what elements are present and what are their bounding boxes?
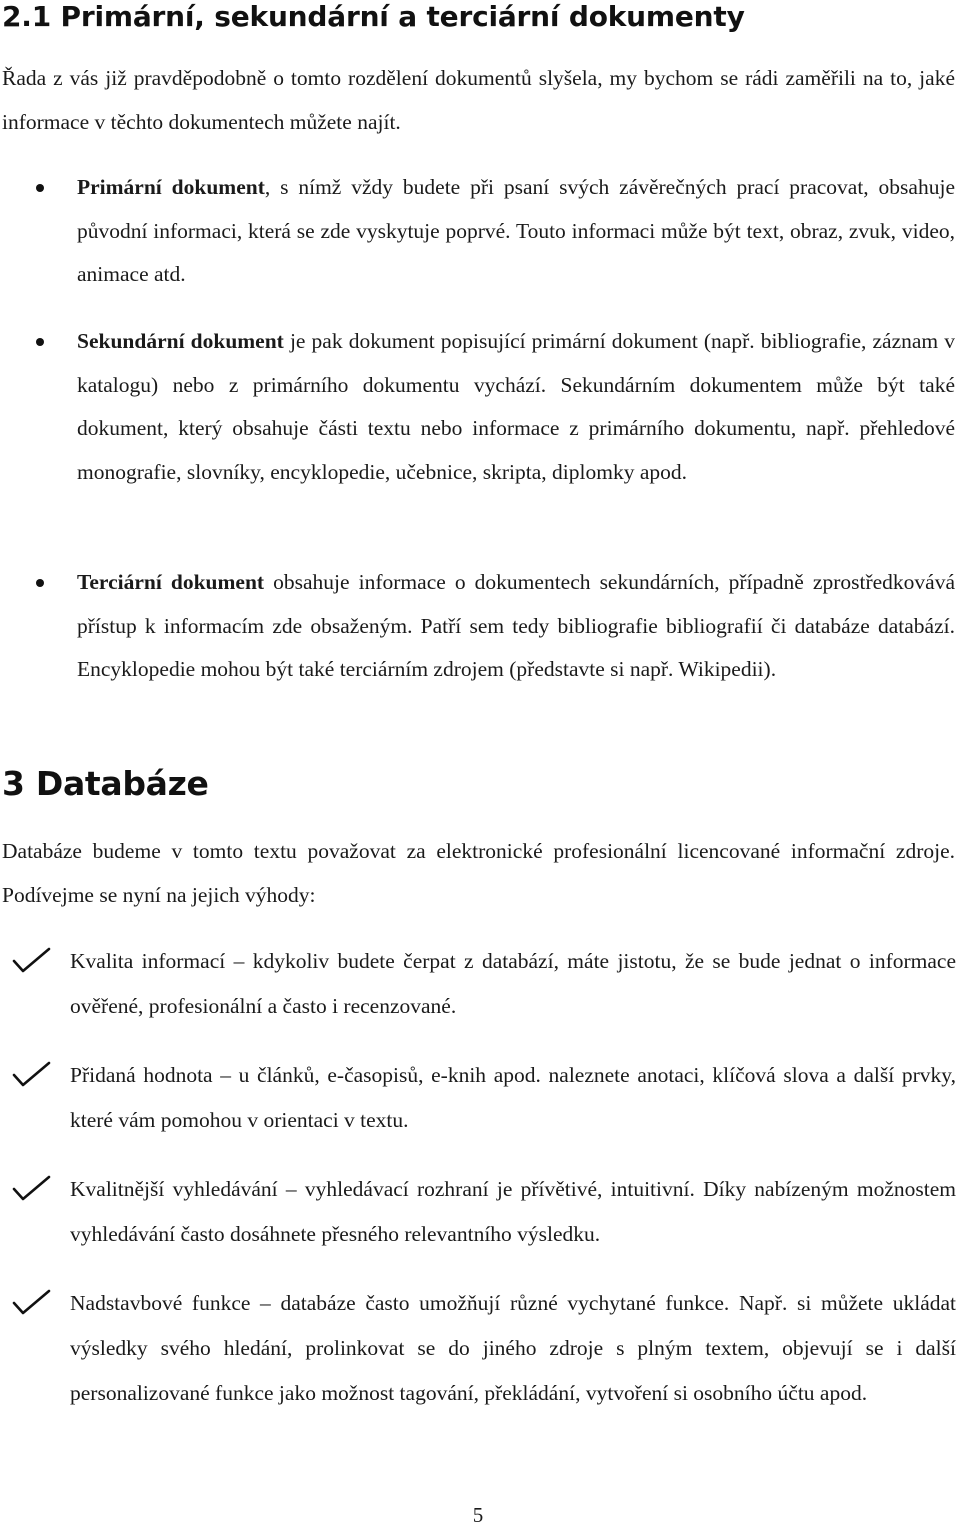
- bullet-term: Sekundární dokument: [77, 329, 284, 353]
- check-text: [70, 1281, 956, 1416]
- bullet-term: Terciární dokument: [77, 570, 265, 594]
- checkmark-icon: [12, 1061, 52, 1087]
- check-first-line: Kvalita informací – kdykoliv budete čerpat z databází, máte jistotu, že se bude jednat: [70, 949, 842, 973]
- check-text: [70, 939, 956, 1029]
- bullet-dot-icon: [36, 338, 44, 346]
- check-first-line: Kvalitnější vyhledávání – vyhledávací rozhraní je přívětivé, intuitivní. Díky nabízeným: [70, 1177, 849, 1201]
- check-rest: a další prvky, které vám pomohou v orientaci v textu.: [70, 1063, 956, 1132]
- check-rest: o informace ověřené, profesionální a často i recenzované.: [70, 949, 957, 1018]
- check-text: [70, 1053, 956, 1143]
- bullet-body: je pak dokument popisující primární dokument (např. bibliografie, záznam v katalogu) nebo z primárního dokumentu vychází. Sekundárním dokumentem může být také dokument, který obsahuje části textu nebo informace z primárního dokumentu, např. přehledové monografie, slovníky, encyklopedie, učebnice, skripta, diplomky apod.: [77, 329, 955, 484]
- check-rest: možnostem vyhledávání často dosáhnete přesného relevantního výsledku.: [70, 1177, 957, 1246]
- intro-paragraph: Řada z vás již pravděpodobně o tomto rozdělení dokumentů slyšela, my bychom se rádi zaměřili na to, jaké informace v těchto dokumentech můžete najít.: [2, 66, 955, 134]
- bullet-body: , s nímž vždy budete při psaní svých závěrečných prací pracovat, obsahuje původní informaci, která se zde vyskytuje poprvé. Touto informaci může být text, obraz, zvuk, video, animace atd.: [77, 175, 955, 286]
- checkmark-icon: [12, 1175, 52, 1201]
- bullet-text: [77, 320, 955, 494]
- checkmark-icon: [12, 947, 52, 973]
- bullet-term: Primární dokument: [77, 175, 265, 199]
- bullet-dot-icon: [36, 579, 44, 587]
- bullet-text: [77, 561, 955, 692]
- check-first-line: Nadstavbové funkce – databáze často umožňují různé vychytané funkce. Např. si: [70, 1291, 812, 1315]
- check-text: [70, 1167, 956, 1257]
- bullet-text: [77, 166, 955, 297]
- checkmark-icon: [12, 1289, 52, 1315]
- section-heading-3: 3 Databáze: [2, 764, 209, 803]
- check-rest: můžete ukládat výsledky svého hledání, prolinkovat se do jiného zdroje s plným textem, objevují se i další personalizované funkce jako možnost tagování, překládání, vytvoření si osobního účtu apod.: [70, 1291, 957, 1405]
- databases-intro-paragraph: Databáze budeme v tomto textu považovat za elektronické profesionální licencované informační zdroje. Podívejme se nyní na jejich výhody:: [2, 839, 955, 907]
- bullet-body: obsahuje informace o dokumentech sekundárních, případně zprostředkovává přístup k informacím zde obsaženým. Patří sem tedy bibliografie bibliografií či databáze databází. Encyklopedie mohou být také terciárním zdrojem (představte si např. Wikipedii).: [77, 570, 956, 681]
- page-number: 5: [472, 1503, 484, 1527]
- check-first-line: Přidaná hodnota – u článků, e-časopisů, e-knih apod. naleznete anotaci, klíčová slova: [70, 1063, 829, 1087]
- bullet-dot-icon: [36, 184, 44, 192]
- section-heading-2-1: 2.1 Primární, sekundární a terciární dokumenty: [2, 0, 745, 33]
